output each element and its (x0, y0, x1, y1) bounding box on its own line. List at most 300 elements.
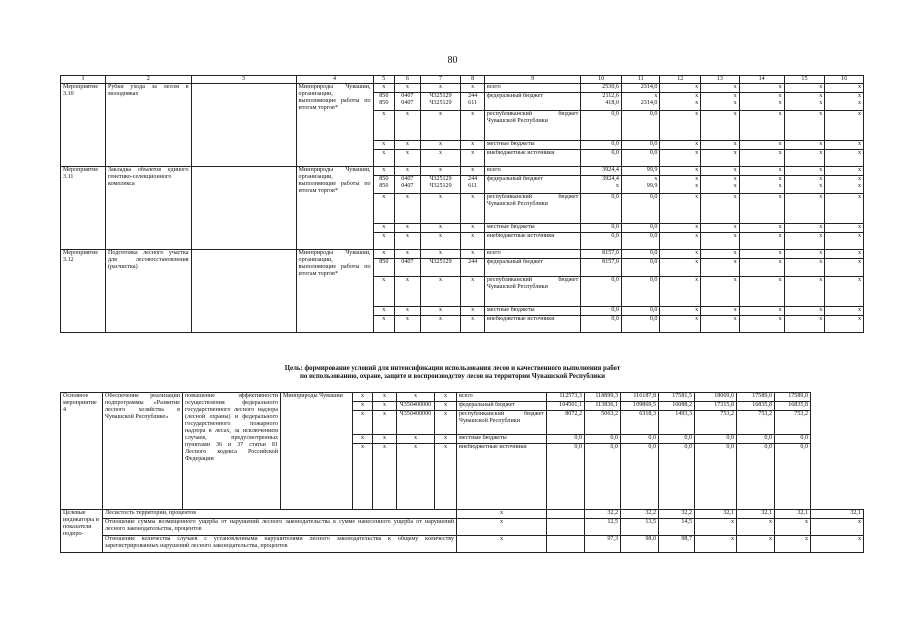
table-cell: 850 850 (373, 176, 394, 194)
table-cell: х (373, 277, 394, 307)
table-cell: 244 (461, 259, 485, 277)
table-cell: 0,0 (621, 259, 660, 277)
table-cell: х (353, 402, 373, 411)
indicator-mark: х (457, 519, 547, 536)
table-cell: х (660, 167, 701, 176)
indicator-mark: х (457, 510, 547, 519)
table-cell: 118899,3 (585, 393, 621, 402)
table-cell: Ч350400000 (397, 402, 435, 411)
responsible-executor: Минприроды Чувашии (281, 393, 353, 510)
measure-label: Мероприятие 3.11 (61, 167, 106, 250)
table-cell: х х (739, 176, 784, 194)
table-cell: х х (825, 176, 864, 194)
table-cell: х (373, 307, 394, 316)
indicator-value: 13,5 (621, 519, 659, 536)
table-cell: х (825, 194, 864, 224)
indicator-value: 32,2 (585, 510, 621, 519)
table-cell: х (395, 194, 421, 224)
table-cell: х (660, 194, 701, 224)
table-cell: х (373, 435, 397, 444)
table-cell: х (461, 233, 485, 250)
table-cell: х (373, 233, 394, 250)
table-cell: 0,0 (581, 141, 622, 150)
table-cell: х (435, 435, 457, 444)
table-cell: х (660, 111, 701, 141)
table-cell: 0,0 (621, 194, 660, 224)
table-cell: 0,0 (695, 435, 737, 444)
table-cell: 753,2 (737, 411, 775, 435)
table-cell: х (660, 224, 701, 233)
table-cell: 850 850 (373, 93, 394, 111)
funding-source: республиканский бюджет Чувашской Республики (457, 411, 547, 435)
column-number: 1 (61, 76, 106, 84)
empty-cell (191, 84, 296, 167)
table-cell: х (701, 307, 740, 316)
funding-source: федеральный бюджет (484, 176, 580, 194)
table-cell: х (461, 84, 485, 93)
table-cell: х (373, 402, 397, 411)
table-cell: х (353, 435, 373, 444)
table-cell: х (373, 250, 394, 259)
table-cell: 104501,1 (547, 402, 585, 411)
table-cell: х (701, 250, 740, 259)
table-cell: х (373, 224, 394, 233)
table-cell: х (373, 393, 397, 402)
table-cell: х х (784, 176, 825, 194)
table-cell: 0,0 (659, 444, 695, 510)
table-cell: 0407 (395, 259, 421, 277)
column-number: 10 (581, 76, 622, 84)
table-cell: х (739, 316, 784, 333)
table-cell: 0,0 (695, 444, 737, 510)
empty-cell (191, 250, 296, 333)
table-cell: х (461, 150, 485, 167)
table-cell: х х (660, 93, 701, 111)
column-number: 4 (296, 76, 373, 84)
table-cell: х (660, 150, 701, 167)
table-cell: х 99,9 (621, 176, 660, 194)
table-cell: х (397, 444, 435, 510)
column-number: 11 (621, 76, 660, 84)
table-cell: х (739, 233, 784, 250)
table-cell: х (739, 224, 784, 233)
table-cell: х (825, 111, 864, 141)
funding-source: местные бюджеты (457, 435, 547, 444)
table-cell: х (825, 277, 864, 307)
table-cell: х (660, 250, 701, 259)
indicator-value: х (775, 519, 811, 536)
table-cell: 16835,8 (737, 402, 775, 411)
table-cell: х (739, 141, 784, 150)
table-cell: 0,0 (581, 277, 622, 307)
measure-description: повышение эффективности осуществления федерального государственного лесного надзора (лесной охраны) и федерального государственного пожарного надзора в лесах, за исключением случаев, предусмотренных пунктами 36 и 37 статьи 81 Лесного кодекса Российской Федерации (183, 393, 281, 510)
funding-source: местные бюджеты (484, 224, 580, 233)
table-cell: х (461, 316, 485, 333)
table-cell: 0,0 (775, 435, 811, 444)
table-cell: 17581,5 (659, 393, 695, 402)
page-number: 80 (447, 55, 458, 66)
table-row (61, 393, 864, 402)
table-cell: х (701, 141, 740, 150)
table-cell: х (701, 233, 740, 250)
table-cell: Ч325129 (420, 259, 461, 277)
table-cell: х (701, 84, 740, 93)
table-cell: х (461, 167, 485, 176)
table-cell: х (784, 141, 825, 150)
funding-source: всего (457, 393, 547, 402)
table-cell: 2530,6 (581, 84, 622, 93)
table-cell: х (435, 411, 457, 435)
table-cell: 0,0 (621, 250, 660, 259)
table-cell: х (395, 307, 421, 316)
table-cell: Ч325129 Ч325129 (420, 176, 461, 194)
table-cell: 850 (373, 259, 394, 277)
table-cell: х х (701, 176, 740, 194)
goal-heading (0, 365, 905, 381)
funding-source: внебюджетные источники (484, 233, 580, 250)
table-cell: 16835,8 (775, 402, 811, 411)
table-cell: х (739, 84, 784, 93)
indicator-value: 14,5 (659, 519, 695, 536)
table-cell: х (784, 111, 825, 141)
table-cell: 6318,3 (621, 411, 659, 435)
table-cell: х (784, 277, 825, 307)
measure-name: Подготовка лесного участка для лесовосстановления (расчистка) (105, 250, 191, 333)
measure-name: Закладка объектов единого генетико-селекционного комплекса (105, 167, 191, 250)
table-cell: х (461, 277, 485, 307)
table-cell: х (701, 316, 740, 333)
table-cell: х (395, 167, 421, 176)
table-cell: 17315,8 (695, 402, 737, 411)
table-cell: х (825, 233, 864, 250)
table-cell: х (461, 250, 485, 259)
table-cell: х (420, 150, 461, 167)
table-cell: х (660, 316, 701, 333)
indicator-value: х (811, 536, 864, 553)
main-measure-table (60, 392, 864, 553)
table-cell: х (353, 444, 373, 510)
table-cell: 244 611 (461, 176, 485, 194)
table-cell: 109869,5 (621, 402, 659, 411)
table-cell: х (701, 194, 740, 224)
table-cell: х (397, 435, 435, 444)
table-cell: 8157,0 (581, 259, 622, 277)
table-cell: х (420, 307, 461, 316)
table-cell: 17589,0 (775, 393, 811, 402)
table-cell: х (701, 277, 740, 307)
table-cell: 8072,2 (547, 411, 585, 435)
table-cell: 753,2 (775, 411, 811, 435)
table-cell: х (660, 84, 701, 93)
indicators-label: Целевые индикаторы и показатели подпро- (61, 510, 103, 553)
column-number: 16 (825, 76, 864, 84)
table-cell: х (784, 194, 825, 224)
table-cell: х (784, 224, 825, 233)
column-number: 7 (420, 76, 461, 84)
indicator-row (61, 519, 864, 536)
table-cell: х (739, 150, 784, 167)
measure-label: Мероприятие 3.10 (61, 84, 106, 167)
table-cell: 0,0 (581, 307, 622, 316)
table-cell: 0,0 (737, 444, 775, 510)
table-cell: х (435, 393, 457, 402)
responsible-executor: Минприроды Чувашии, организации, выполняющие работы по итогам торгов* (296, 167, 373, 250)
funding-source: внебюджетные источники (484, 150, 580, 167)
table-cell: 0,0 (621, 435, 659, 444)
funding-source: всего (484, 167, 580, 176)
table-cell: 17589,0 (737, 393, 775, 402)
table-cell: х (825, 307, 864, 316)
table-cell: х (420, 141, 461, 150)
table-cell: х (825, 150, 864, 167)
goal-line-1: Цель: формирование условий для интенсификации использования лесов и качественного выполнения работ (284, 365, 621, 372)
table-row (61, 84, 864, 93)
table-cell: х (739, 194, 784, 224)
table-cell: 0,0 (547, 444, 585, 510)
column-number: 13 (701, 76, 740, 84)
indicator-value: 97,3 (585, 536, 621, 553)
table-cell: х (739, 307, 784, 316)
funding-source: республиканский бюджет Чувашской Республики (484, 277, 580, 307)
table-cell: х х (784, 93, 825, 111)
funding-source: всего (484, 84, 580, 93)
table-cell: х (825, 224, 864, 233)
table-cell: х (825, 141, 864, 150)
table-cell: х (825, 259, 864, 277)
table-cell: 0,0 (775, 444, 811, 510)
table-cell: 0,0 (621, 111, 660, 141)
table-cell: 116187,8 (621, 393, 659, 402)
table-cell: х (461, 141, 485, 150)
table-cell: х (660, 277, 701, 307)
table-cell: х (420, 167, 461, 176)
funding-source: внебюджетные источники (457, 444, 547, 510)
table-cell: х (420, 233, 461, 250)
table-cell: 0,0 (581, 111, 622, 141)
table-cell: х (395, 277, 421, 307)
table-cell: х (784, 150, 825, 167)
indicator-value: 12,5 (585, 519, 621, 536)
table-cell: х (784, 307, 825, 316)
table-cell: х (660, 307, 701, 316)
table-cell: х (701, 224, 740, 233)
table-cell: 16088,2 (659, 402, 695, 411)
indicator-text: Отношение суммы возмещенного ущерба от нарушений лесного законодательства к сумме нанесенного ущерба от нарушений лесного законодательства, процентов (103, 519, 457, 536)
table-cell: х х (825, 93, 864, 111)
table-cell: х (461, 111, 485, 141)
table-cell: х (784, 316, 825, 333)
column-number: 6 (395, 76, 421, 84)
empty-cell (191, 167, 296, 250)
table-cell: х (660, 141, 701, 150)
header-row (61, 76, 864, 84)
table-cell: х (395, 233, 421, 250)
measure-label: Основное мероприятие 4 (61, 393, 103, 510)
table-cell: 0,0 (621, 444, 659, 510)
table-cell: х (395, 250, 421, 259)
table-cell: х (784, 84, 825, 93)
measures-table (60, 75, 864, 333)
table-cell: х (461, 194, 485, 224)
table-cell: х (420, 316, 461, 333)
funding-source: республиканский бюджет Чувашской Республики (484, 194, 580, 224)
table-cell: х (701, 167, 740, 176)
table-cell: х (701, 259, 740, 277)
indicator-value: х (737, 536, 775, 553)
table-cell: 0,0 (581, 224, 622, 233)
table-cell: х (395, 316, 421, 333)
responsible-executor: Минприроды Чувашии, организации, выполняющие работы по итогам торгов* (296, 250, 373, 333)
table-cell: х (395, 150, 421, 167)
table-cell: х (373, 111, 394, 141)
column-number: 5 (373, 76, 394, 84)
indicator-value: х (811, 519, 864, 536)
indicator-value: х (695, 519, 737, 536)
table-cell: 244 611 (461, 93, 485, 111)
table-cell: х (461, 224, 485, 233)
funding-source: местные бюджеты (484, 307, 580, 316)
table-cell: 8157,0 (581, 250, 622, 259)
table-cell: 2314,0 (621, 84, 660, 93)
table-cell: х (420, 84, 461, 93)
table-cell: х (825, 167, 864, 176)
table-cell: х (373, 141, 394, 150)
indicator-value: 98,7 (659, 536, 695, 553)
indicator-value: х (775, 536, 811, 553)
indicator-text: Отношение количества случаев с установленными нарушителями лесного законодательства к общему количеству зарегистрированных нарушений лесного законодательства, процентов (103, 536, 457, 553)
table-cell: х (660, 259, 701, 277)
table-cell: х (373, 411, 397, 435)
indicator-row (61, 536, 864, 553)
table-cell: х (784, 259, 825, 277)
column-number: 14 (739, 76, 784, 84)
table-row (61, 250, 864, 259)
table-cell: х (373, 194, 394, 224)
column-number: 15 (784, 76, 825, 84)
empty-cell (547, 510, 585, 519)
table-cell: х (739, 111, 784, 141)
indicator-value: х (695, 536, 737, 553)
table-cell: 0,0 (547, 435, 585, 444)
table-cell: х (420, 111, 461, 141)
table-cell: 0,0 (581, 316, 622, 333)
table-cell: х (373, 316, 394, 333)
table-cell: х (784, 167, 825, 176)
indicator-text: Лесистость территории, процентов (103, 510, 457, 519)
table-cell: х (739, 277, 784, 307)
funding-source: республиканский бюджет Чувашской Республики (484, 111, 580, 141)
table-cell: х (395, 141, 421, 150)
table-cell: 0,0 (581, 150, 622, 167)
table-cell: 3924,4 х (581, 176, 622, 194)
table-cell: х (373, 84, 394, 93)
indicator-value: 98,0 (621, 536, 659, 553)
indicator-value: 32,2 (621, 510, 659, 519)
goal-line-2: по использованию, охране, защите и воспроизводству лесов на территории Чувашской Республики (299, 373, 606, 380)
table-cell: х (660, 233, 701, 250)
table-cell: 2112,6 418,0 (581, 93, 622, 111)
table-cell: 3924,4 (581, 167, 622, 176)
table-cell: х х (739, 93, 784, 111)
table-cell: 18069,0 (695, 393, 737, 402)
table-cell: х (395, 84, 421, 93)
table-cell: х (701, 111, 740, 141)
table-cell: х (420, 277, 461, 307)
table-cell: х 2314,0 (621, 93, 660, 111)
table-cell: х (825, 316, 864, 333)
funding-source: всего (484, 250, 580, 259)
table-cell: х (420, 224, 461, 233)
table-cell: 112573,3 (547, 393, 585, 402)
table-cell: 0,0 (581, 233, 622, 250)
responsible-executor: Минприроды Чувашии, организации, выполняющие работы по итогам торгов* (296, 84, 373, 167)
table-cell: х (739, 167, 784, 176)
table-cell: 0407 0407 (395, 176, 421, 194)
table-cell: 99,9 (621, 167, 660, 176)
measure-name: Рубки ухода за лесом в молодняках (105, 84, 191, 167)
table-cell: х (739, 259, 784, 277)
table-cell: 0,0 (585, 435, 621, 444)
table-cell: 113836,1 (585, 402, 621, 411)
column-number: 12 (660, 76, 701, 84)
table-cell: х х (660, 176, 701, 194)
table-cell: 0,0 (659, 435, 695, 444)
funding-source: внебюджетные источники (484, 316, 580, 333)
table-cell: х (353, 411, 373, 435)
table-cell: 0,0 (621, 233, 660, 250)
table-cell: 0,0 (581, 194, 622, 224)
table-cell: х (739, 250, 784, 259)
table-cell: х (353, 393, 373, 402)
table-cell: х (395, 111, 421, 141)
funding-source: федеральный бюджет (457, 402, 547, 411)
indicator-value: 32,1 (775, 510, 811, 519)
table-cell: 0,0 (621, 307, 660, 316)
table-cell: х (397, 393, 435, 402)
table-cell: Ч325129 Ч325129 (420, 93, 461, 111)
funding-source: федеральный бюджет (484, 93, 580, 111)
indicator-value: 32,1 (695, 510, 737, 519)
column-number: 9 (484, 76, 580, 84)
measure-name: Обеспечение реализации подпрограммы «Развитие лесного хозяйства в Чувашской Республике» (103, 393, 183, 510)
empty-cell (547, 536, 585, 553)
table-cell: 0,0 (737, 435, 775, 444)
table-cell: х (373, 150, 394, 167)
table-cell: 5063,2 (585, 411, 621, 435)
indicator-value: х (737, 519, 775, 536)
indicator-value: 32,2 (659, 510, 695, 519)
table-cell: х (420, 194, 461, 224)
table-cell: х (825, 84, 864, 93)
table-cell: х (784, 250, 825, 259)
table-cell: х х (701, 93, 740, 111)
table-cell: 0,0 (585, 444, 621, 510)
table-cell: х (461, 307, 485, 316)
measure-label: Мероприятие 3.12 (61, 250, 106, 333)
table-row (61, 167, 864, 176)
table-cell: х (395, 224, 421, 233)
indicator-row (61, 510, 864, 519)
table-cell: Ч350400000 (397, 411, 435, 435)
indicator-value: 32,1 (737, 510, 775, 519)
column-number: 8 (461, 76, 485, 84)
funding-source: местные бюджеты (484, 141, 580, 150)
indicator-mark: х (457, 536, 547, 553)
indicator-value: 32,1 (811, 510, 864, 519)
column-number: 2 (105, 76, 191, 84)
table-cell: 0,0 (621, 150, 660, 167)
table-cell: х (420, 250, 461, 259)
